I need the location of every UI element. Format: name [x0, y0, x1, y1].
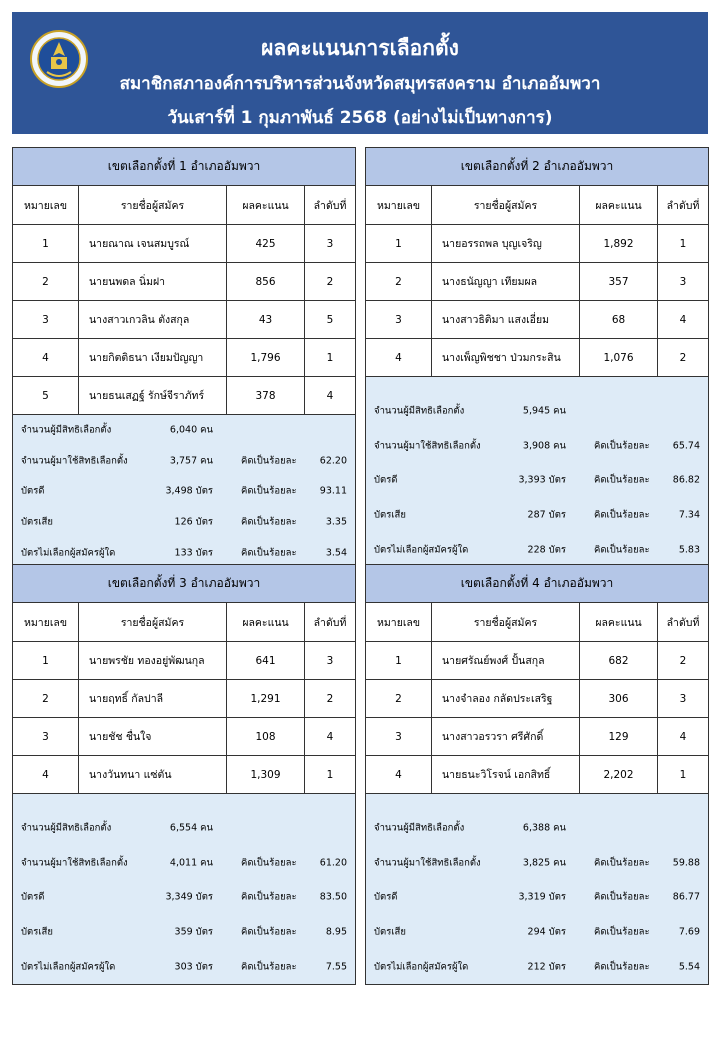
table-row — [366, 680, 708, 718]
candidate-no: 2 — [13, 263, 79, 300]
stat-row-bad — [366, 498, 708, 533]
table-row — [13, 377, 355, 415]
table-row — [366, 339, 708, 377]
stat-pct-label: คิดเป็นร้อยละ — [241, 926, 297, 938]
candidate-name: นายศรัณย์พงศ์ ปั้นสกุล — [432, 642, 580, 679]
candidate-no: 3 — [13, 301, 79, 338]
stat-value: 3,349 บัตร — [165, 891, 213, 903]
candidate-no: 3 — [366, 301, 432, 338]
candidate-no: 3 — [366, 718, 432, 755]
stat-pct-label: คิดเป็นร้อยละ — [241, 455, 297, 467]
stats-panel — [13, 415, 355, 568]
col-score-header: ผลคะแนน — [580, 186, 658, 224]
candidate-name: นางจำลอง กลัดประเสริฐ — [432, 680, 580, 717]
page-title: ผลคะแนนการเลือกตั้ง — [261, 36, 459, 60]
stat-pct-label: คิดเป็นร้อยละ — [594, 891, 650, 903]
candidate-name: นางเพ็ญพิชชา ป่วมกระสิน — [432, 339, 580, 376]
page-subtitle: สมาชิกสภาองค์การบริหารส่วนจังหวัดสมุทรสงคราม อำเภออัมพวา — [119, 74, 601, 94]
candidate-no: 2 — [13, 680, 79, 717]
stat-pct-value: 86.82 — [672, 474, 700, 486]
stat-label: บัตรเสีย — [21, 926, 53, 938]
stats-panel — [366, 794, 708, 984]
candidate-score: 641 — [227, 642, 305, 679]
col-score-header: ผลคะแนน — [580, 603, 658, 641]
stat-row-novote — [366, 532, 708, 567]
col-no-header: หมายเลข — [366, 603, 432, 641]
col-name-header: รายชื่อผู้สมัคร — [432, 603, 580, 641]
col-score-header: ผลคะแนน — [227, 603, 305, 641]
candidate-rank: 1 — [326, 351, 334, 364]
candidate-rank: 2 — [326, 692, 334, 705]
stat-label: จำนวนผู้มีสิทธิเลือกตั้ง — [21, 424, 112, 436]
stat-pct-value: 3.54 — [325, 547, 347, 559]
stat-pct-value: 8.95 — [325, 926, 347, 938]
candidate-score: 357 — [580, 263, 658, 300]
district-block — [12, 564, 356, 985]
stat-label: บัตรเสีย — [374, 926, 406, 938]
candidate-no: 1 — [366, 642, 432, 679]
stat-pct-value: 7.69 — [678, 926, 700, 938]
stat-pct-value: 65.74 — [672, 440, 700, 452]
stat-label: บัตรดี — [374, 891, 398, 903]
table-row — [13, 756, 355, 794]
stat-pct-label: คิดเป็นร้อยละ — [241, 516, 297, 528]
stat-pct-label: คิดเป็นร้อยละ — [594, 544, 650, 556]
candidate-score: 2,202 — [580, 756, 658, 793]
stat-label: จำนวนผู้มาใช้สิทธิเลือกตั้ง — [21, 455, 128, 467]
stat-pct-value: 7.34 — [678, 509, 700, 521]
stat-row-voted — [366, 846, 708, 881]
stat-label: จำนวนผู้มีสิทธิเลือกตั้ง — [374, 405, 465, 417]
candidate-rank: 3 — [679, 275, 687, 288]
stats-panel — [366, 377, 708, 567]
candidate-no: 2 — [366, 263, 432, 300]
col-score-header: ผลคะแนน — [227, 186, 305, 224]
stat-label: บัตรเสีย — [374, 509, 406, 521]
stat-label: บัตรดี — [21, 891, 45, 903]
table-row — [13, 718, 355, 756]
stat-pct-value: 59.88 — [672, 857, 700, 869]
stat-value: 3,393 บัตร — [518, 474, 566, 486]
candidate-rank: 4 — [679, 313, 687, 326]
candidate-rank: 2 — [326, 275, 334, 288]
table-row — [366, 642, 708, 680]
table-row — [366, 263, 708, 301]
col-rank-header: ลำดับที่ — [313, 616, 347, 629]
candidate-no: 4 — [13, 339, 79, 376]
candidate-rank: 4 — [679, 730, 687, 743]
candidate-rank: 2 — [679, 654, 687, 667]
candidate-no: 1 — [13, 642, 79, 679]
stat-pct-value: 5.83 — [678, 544, 700, 556]
candidate-name: นางธนัญญา เทียมผล — [432, 263, 580, 300]
stat-pct-label: คิดเป็นร้อยละ — [594, 509, 650, 521]
stat-pct-value: 93.11 — [319, 485, 347, 497]
stat-pct-value: 83.50 — [319, 891, 347, 903]
stat-row-eligible — [366, 394, 708, 429]
candidate-score: 129 — [580, 718, 658, 755]
district-title: เขตเลือกตั้งที่ 3 อำเภออัมพวา — [13, 565, 355, 603]
candidate-score: 1,291 — [227, 680, 305, 717]
candidate-rank: 5 — [326, 313, 334, 326]
candidate-name: นางสาวอรวรา ศรีศักดิ์ — [432, 718, 580, 755]
stat-value: 287 บัตร — [527, 509, 566, 521]
candidate-name: นายฤทธิ์ กัลปาลี — [79, 680, 227, 717]
stat-row-good — [13, 880, 355, 915]
col-no-header: หมายเลข — [366, 186, 432, 224]
col-rank-header: ลำดับที่ — [313, 199, 347, 212]
stat-label: บัตรไม่เลือกผู้สมัครผู้ใด — [374, 544, 469, 556]
stat-row-novote — [13, 949, 355, 984]
page-date: วันเสาร์ที่ 1 กุมภาพันธ์ 2568 (อย่างไม่เป็นทางการ) — [167, 108, 553, 128]
candidate-score: 378 — [227, 377, 305, 414]
stat-row-voted — [366, 429, 708, 464]
table-row — [13, 225, 355, 263]
col-rank-header: ลำดับที่ — [666, 616, 700, 629]
stat-row-good — [366, 880, 708, 915]
stat-row-bad — [13, 915, 355, 950]
district-block — [365, 564, 709, 985]
stats-panel — [13, 794, 355, 984]
candidate-no: 5 — [13, 377, 79, 414]
district-title: เขตเลือกตั้งที่ 1 อำเภออัมพวา — [13, 148, 355, 186]
stat-pct-value: 86.77 — [672, 891, 700, 903]
candidate-score: 1,076 — [580, 339, 658, 376]
stat-value: 6,040 คน — [169, 424, 213, 436]
candidate-no: 1 — [366, 225, 432, 262]
stat-pct-label: คิดเป็นร้อยละ — [594, 926, 650, 938]
stat-value: 3,908 คน — [522, 440, 566, 452]
candidate-rank: 3 — [326, 654, 334, 667]
candidate-score: 1,892 — [580, 225, 658, 262]
table-row — [13, 301, 355, 339]
candidate-score: 306 — [580, 680, 658, 717]
candidate-name: นายพรชัย ทองอยู่พัฒนกุล — [79, 642, 227, 679]
candidate-name: นายอรรถพล บุญเจริญ — [432, 225, 580, 262]
stat-pct-label: คิดเป็นร้อยละ — [594, 961, 650, 973]
stat-value: 3,319 บัตร — [518, 891, 566, 903]
stat-label: จำนวนผู้มาใช้สิทธิเลือกตั้ง — [21, 857, 128, 869]
table-row — [13, 339, 355, 377]
candidate-score: 856 — [227, 263, 305, 300]
stat-value: 133 บัตร — [174, 547, 213, 559]
stat-label: บัตรดี — [374, 474, 398, 486]
candidate-score: 108 — [227, 718, 305, 755]
stat-row-eligible — [366, 811, 708, 846]
stat-value: 5,945 คน — [522, 405, 566, 417]
candidate-name: นายณาณ เจนสมบูรณ์ — [79, 225, 227, 262]
stat-value: 3,757 คน — [169, 455, 213, 467]
stat-label: บัตรเสีย — [21, 516, 53, 528]
table-header — [366, 186, 708, 225]
stat-pct-value: 62.20 — [319, 455, 347, 467]
candidate-no: 4 — [366, 339, 432, 376]
table-row — [366, 225, 708, 263]
stat-label: จำนวนผู้มีสิทธิเลือกตั้ง — [21, 822, 112, 834]
table-row — [13, 263, 355, 301]
candidate-no: 4 — [13, 756, 79, 793]
stat-row-novote — [366, 949, 708, 984]
candidate-no: 4 — [366, 756, 432, 793]
stat-label: บัตรไม่เลือกผู้สมัครผู้ใด — [21, 547, 116, 559]
candidate-score: 1,796 — [227, 339, 305, 376]
stat-row-voted — [13, 846, 355, 881]
stat-value: 3,498 บัตร — [165, 485, 213, 497]
stat-pct-value: 7.55 — [325, 961, 347, 973]
stat-value: 3,825 คน — [522, 857, 566, 869]
stat-row-bad — [366, 915, 708, 950]
stat-pct-label: คิดเป็นร้อยละ — [241, 547, 297, 559]
stat-value: 303 บัตร — [174, 961, 213, 973]
candidate-name: นางวันทนา แซ่ตัน — [79, 756, 227, 793]
stat-pct-label: คิดเป็นร้อยละ — [594, 440, 650, 452]
candidate-score: 43 — [227, 301, 305, 338]
stat-pct-label: คิดเป็นร้อยละ — [594, 474, 650, 486]
candidate-score: 425 — [227, 225, 305, 262]
candidate-score: 1,309 — [227, 756, 305, 793]
stat-row-bad — [13, 507, 355, 538]
candidate-name: นายธนเสฏฐ์ รักษ์จีราภัทร์ — [79, 377, 227, 414]
stat-value: 4,011 คน — [169, 857, 213, 869]
stat-label: บัตรไม่เลือกผู้สมัครผู้ใด — [21, 961, 116, 973]
table-row — [13, 642, 355, 680]
candidate-rank: 4 — [326, 730, 334, 743]
district-title: เขตเลือกตั้งที่ 2 อำเภออัมพวา — [366, 148, 708, 186]
candidate-no: 3 — [13, 718, 79, 755]
stat-pct-label: คิดเป็นร้อยละ — [241, 857, 297, 869]
candidate-no: 2 — [366, 680, 432, 717]
col-no-header: หมายเลข — [13, 186, 79, 224]
candidate-rank: 3 — [326, 237, 334, 250]
candidate-rank: 2 — [679, 351, 687, 364]
col-rank-header: ลำดับที่ — [666, 199, 700, 212]
col-name-header: รายชื่อผู้สมัคร — [79, 603, 227, 641]
candidate-name: นางสาวเกวลิน ตังสกุล — [79, 301, 227, 338]
stat-row-good — [366, 463, 708, 498]
stat-label: จำนวนผู้มาใช้สิทธิเลือกตั้ง — [374, 857, 481, 869]
candidate-rank: 1 — [679, 237, 687, 250]
stat-value: 228 บัตร — [527, 544, 566, 556]
candidate-name: นางสาวธิติมา แสงเอี่ยม — [432, 301, 580, 338]
stat-pct-label: คิดเป็นร้อยละ — [241, 891, 297, 903]
candidate-rank: 1 — [679, 768, 687, 781]
table-row — [366, 756, 708, 794]
stat-pct-label: คิดเป็นร้อยละ — [241, 961, 297, 973]
table-row — [366, 301, 708, 339]
stat-pct-label: คิดเป็นร้อยละ — [241, 485, 297, 497]
stat-value: 6,388 คน — [522, 822, 566, 834]
candidate-score: 682 — [580, 642, 658, 679]
stat-pct-value: 5.54 — [678, 961, 700, 973]
stat-value: 6,554 คน — [169, 822, 213, 834]
candidate-name: นายชัช ชื่นใจ — [79, 718, 227, 755]
col-name-header: รายชื่อผู้สมัคร — [432, 186, 580, 224]
candidate-name: นายนพดล นิ่มฝา — [79, 263, 227, 300]
stat-value: 359 บัตร — [174, 926, 213, 938]
candidate-name: นายกิตติธนา เงียมปัญญา — [79, 339, 227, 376]
candidate-rank: 3 — [679, 692, 687, 705]
candidate-rank: 4 — [326, 389, 334, 402]
district-block — [12, 147, 356, 569]
candidate-no: 1 — [13, 225, 79, 262]
stat-value: 126 บัตร — [174, 516, 213, 528]
stat-label: จำนวนผู้มาใช้สิทธิเลือกตั้ง — [374, 440, 481, 452]
stat-pct-value: 3.35 — [325, 516, 347, 528]
stat-row-eligible — [13, 811, 355, 846]
table-header — [13, 186, 355, 225]
stat-row-eligible — [13, 415, 355, 446]
stat-value: 212 บัตร — [527, 961, 566, 973]
district-title: เขตเลือกตั้งที่ 4 อำเภออัมพวา — [366, 565, 708, 603]
candidate-rank: 1 — [326, 768, 334, 781]
candidate-score: 68 — [580, 301, 658, 338]
table-header — [366, 603, 708, 642]
table-row — [366, 718, 708, 756]
stat-row-good — [13, 476, 355, 507]
col-name-header: รายชื่อผู้สมัคร — [79, 186, 227, 224]
page-header — [12, 12, 708, 134]
stat-pct-label: คิดเป็นร้อยละ — [594, 857, 650, 869]
stat-label: บัตรไม่เลือกผู้สมัครผู้ใด — [374, 961, 469, 973]
table-header — [13, 603, 355, 642]
table-row — [13, 680, 355, 718]
stat-label: บัตรดี — [21, 485, 45, 497]
stat-label: จำนวนผู้มีสิทธิเลือกตั้ง — [374, 822, 465, 834]
col-no-header: หมายเลข — [13, 603, 79, 641]
candidate-name: นายธนะวิโรจน์ เอกสิทธิ์ — [432, 756, 580, 793]
stat-pct-value: 61.20 — [319, 857, 347, 869]
stat-value: 294 บัตร — [527, 926, 566, 938]
district-block — [365, 147, 709, 568]
stat-row-voted — [13, 446, 355, 477]
